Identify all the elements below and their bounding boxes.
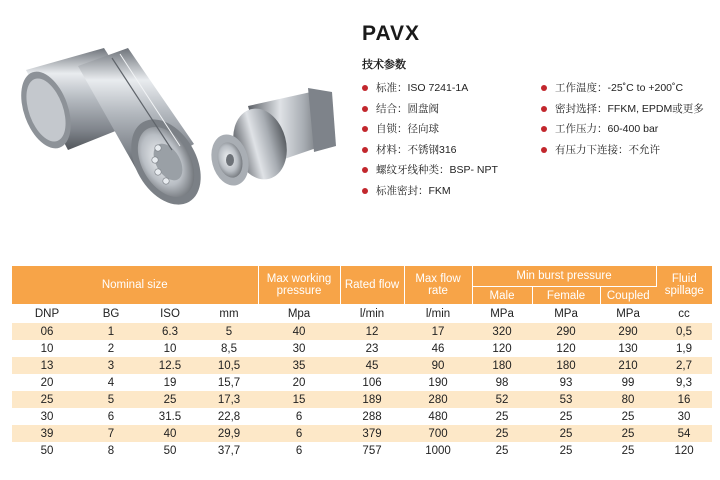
spec-item: 材料：不锈钢316 xyxy=(362,140,532,161)
table-cell: 30 xyxy=(292,342,306,355)
table-cell: 379 xyxy=(340,425,404,442)
table-cell: 9,3 xyxy=(676,376,693,389)
table-cell: 7 xyxy=(82,425,140,442)
table-cell: 30 xyxy=(40,410,54,423)
spec-heading: 技术参数 xyxy=(362,59,406,71)
table-cell: 6 xyxy=(295,444,303,457)
bullet-dot-icon xyxy=(362,188,368,194)
table-cell: 29,9 xyxy=(200,425,258,442)
male-plug-graphic xyxy=(206,88,336,190)
table-cell: 31.5 xyxy=(158,410,182,423)
table-row xyxy=(12,408,712,425)
table-row xyxy=(12,425,712,442)
table-cell: 10 xyxy=(40,342,54,355)
spec-item: 自锁：径向球 xyxy=(362,119,532,140)
table-row xyxy=(12,442,712,459)
table-cell: 189 xyxy=(340,391,404,408)
table-row xyxy=(12,374,712,391)
spec-item: 密封选择：FFKM, EPDM或更多 xyxy=(541,99,716,120)
table-cell: 480 xyxy=(428,410,448,423)
table-cell: 3 xyxy=(82,357,140,374)
table-cell: 12 xyxy=(340,323,404,340)
table-cell: 106 xyxy=(362,376,382,389)
table-cell: 210 xyxy=(600,357,656,374)
table-cell: 290 xyxy=(532,323,600,340)
female-coupler-graphic xyxy=(12,48,215,217)
bullet-dot-icon xyxy=(541,147,547,153)
unit-cell: l/min xyxy=(404,305,472,324)
table-cell: 53 xyxy=(532,391,600,408)
table-cell: 23 xyxy=(365,342,379,355)
spec-item: 标准密封：FKM xyxy=(362,181,532,202)
table-cell: 130 xyxy=(618,342,638,355)
header-male: Male xyxy=(472,287,532,305)
table-cell: 6 xyxy=(258,425,340,442)
unit-cell: ISO xyxy=(140,305,200,324)
table-cell: 120 xyxy=(674,444,694,457)
table-cell: 0,5 xyxy=(656,323,712,340)
bullet-dot-icon xyxy=(362,147,368,153)
table-cell: 6 xyxy=(107,410,115,423)
spec-item: 工作压力：60-400 bar xyxy=(541,119,716,140)
coupling-product-image xyxy=(8,26,338,222)
spec-item: 结合：圆盘阀 xyxy=(362,99,532,120)
table-cell: 13 xyxy=(12,357,82,374)
table-cell: 19 xyxy=(163,376,177,389)
spec-list-left xyxy=(362,78,532,201)
table-cell: 4 xyxy=(107,376,115,389)
table-cell: 288 xyxy=(362,410,382,423)
table-cell: 8,5 xyxy=(221,342,237,355)
unit-cell: BG xyxy=(82,305,140,324)
table-cell: 25 xyxy=(621,444,635,457)
table-cell: 2 xyxy=(107,342,115,355)
header-nominal-size: Nominal size xyxy=(12,266,258,305)
table-cell: 37,7 xyxy=(217,444,241,457)
unit-cell: Mpa xyxy=(258,305,340,324)
spec-item: 标准：ISO 7241-1A xyxy=(362,78,532,99)
table-cell: 1 xyxy=(82,323,140,340)
table-cell: 22,8 xyxy=(217,410,241,423)
spec-item: 工作温度：-25˚C to +200˚C xyxy=(541,78,716,99)
table-cell: 700 xyxy=(404,425,472,442)
table-cell: 40 xyxy=(258,323,340,340)
table-cell: 320 xyxy=(472,323,532,340)
table-row xyxy=(12,391,712,408)
table-cell: 35 xyxy=(258,357,340,374)
table-cell: 15,7 xyxy=(217,376,241,389)
specifications-table xyxy=(12,266,712,459)
table-cell: 180 xyxy=(472,357,532,374)
table-cell: 25 xyxy=(600,425,656,442)
table-cell: 8 xyxy=(107,444,115,457)
table-row xyxy=(12,340,712,357)
table-cell: 120 xyxy=(556,342,576,355)
table-cell: 17,3 xyxy=(200,391,258,408)
header-rated-flow: Rated flow xyxy=(340,266,404,305)
table-cell: 16 xyxy=(656,391,712,408)
spec-list-right xyxy=(541,78,716,160)
table-cell: 1000 xyxy=(425,444,451,457)
table-cell: 6.3 xyxy=(140,323,200,340)
table-cell: 25 xyxy=(472,425,532,442)
table-cell: 52 xyxy=(472,391,532,408)
product-title: PAVX xyxy=(362,22,421,45)
table-cell: 50 xyxy=(40,444,54,457)
table-cell: 93 xyxy=(559,376,573,389)
unit-cell: DNP xyxy=(12,305,82,324)
table-cell: 25 xyxy=(495,410,509,423)
table-cell: 290 xyxy=(600,323,656,340)
table-cell: 46 xyxy=(431,342,445,355)
bullet-dot-icon xyxy=(541,85,547,91)
table-cell: 40 xyxy=(140,425,200,442)
table-cell: 25 xyxy=(559,410,573,423)
table-cell: 06 xyxy=(12,323,82,340)
table-cell: 280 xyxy=(404,391,472,408)
table-cell: 98 xyxy=(495,376,509,389)
units-row xyxy=(12,305,712,324)
unit-cell: l/min xyxy=(340,305,404,324)
header-female: Female xyxy=(532,287,600,305)
table-cell: 1,9 xyxy=(676,342,693,355)
table-cell: 2,7 xyxy=(656,357,712,374)
bullet-dot-icon xyxy=(362,126,368,132)
table-cell: 80 xyxy=(600,391,656,408)
header-max-flow-rate: Max flow rate xyxy=(404,266,472,305)
table-cell: 25 xyxy=(532,425,600,442)
table-cell: 45 xyxy=(340,357,404,374)
bullet-dot-icon xyxy=(541,126,547,132)
table-cell: 20 xyxy=(40,376,54,389)
bullet-dot-icon xyxy=(362,167,368,173)
table-cell: 120 xyxy=(492,342,512,355)
table-cell: 99 xyxy=(621,376,635,389)
bullet-dot-icon xyxy=(541,106,547,112)
table-cell: 90 xyxy=(404,357,472,374)
table-cell: 30 xyxy=(677,410,691,423)
table-cell: 5 xyxy=(200,323,258,340)
table-cell: 20 xyxy=(292,376,306,389)
header-max-working-pressure: Max working pressure xyxy=(258,266,340,305)
table-cell: 39 xyxy=(12,425,82,442)
spec-item: 有压力下连接：不允许 xyxy=(541,140,716,161)
table-cell: 6 xyxy=(295,410,303,423)
table-cell: 50 xyxy=(163,444,177,457)
spec-item: 螺纹牙线种类：BSP- NPT xyxy=(362,160,532,181)
table-cell: 54 xyxy=(656,425,712,442)
table-cell: 757 xyxy=(362,444,382,457)
unit-cell: MPa xyxy=(532,305,600,324)
table-cell: 25 xyxy=(12,391,82,408)
unit-cell: MPa xyxy=(472,305,532,324)
table-cell: 180 xyxy=(532,357,600,374)
unit-cell: mm xyxy=(200,305,258,324)
table-row xyxy=(12,323,712,340)
table-cell: 25 xyxy=(559,444,573,457)
table-cell: 5 xyxy=(82,391,140,408)
unit-cell: MPa xyxy=(600,305,656,324)
header-fluid-spillage: Fluid spillage xyxy=(656,266,712,305)
header-min-burst-pressure: Min burst pressure xyxy=(472,266,656,287)
bullet-dot-icon xyxy=(362,106,368,112)
table-cell: 25 xyxy=(495,444,509,457)
table-cell: 190 xyxy=(428,376,448,389)
table-header-row xyxy=(12,266,712,287)
table-cell: 12.5 xyxy=(140,357,200,374)
table-cell: 10 xyxy=(163,342,177,355)
bullet-dot-icon xyxy=(362,85,368,91)
table-cell: 25 xyxy=(140,391,200,408)
table-cell: 17 xyxy=(404,323,472,340)
table-cell: 10,5 xyxy=(200,357,258,374)
table-row xyxy=(12,357,712,374)
unit-cell: cc xyxy=(656,305,712,324)
header-coupled: Coupled xyxy=(600,287,656,305)
table-cell: 25 xyxy=(621,410,635,423)
table-cell: 15 xyxy=(258,391,340,408)
